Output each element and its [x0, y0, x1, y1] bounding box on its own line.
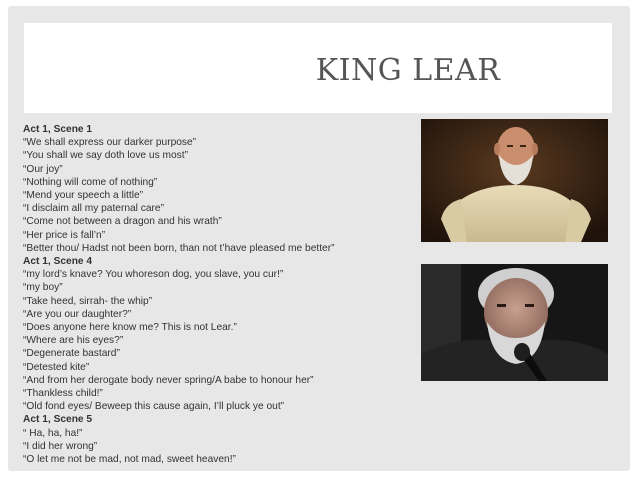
lear-photo-microphone-art — [421, 264, 608, 381]
quote-line: “We shall express our darker purpose” — [23, 137, 197, 149]
quote-line: “Where are his eyes?” — [23, 335, 124, 347]
lear-photo-beige-shirt-art — [421, 119, 608, 242]
act-heading: Act 1, Scene 4 — [23, 256, 93, 268]
quote-line: “Nothing will come of nothing” — [23, 176, 158, 188]
quote-line: “Does anyone here know me? This is not Lear.” — [23, 322, 237, 334]
lear-photo-microphone — [421, 264, 608, 381]
slide-title-text: KING LEAR — [315, 53, 501, 88]
quote-line: “Mend your speech a little” — [23, 190, 144, 202]
quote-line: “my lord’s knave? You whoreson dog, you slave, you cur!” — [23, 269, 284, 281]
quote-list — [23, 123, 433, 466]
act-heading: Act 1, Scene 1 — [23, 124, 93, 135]
quote-line: “Her price is fall’n” — [23, 229, 106, 241]
quote-line: “O let me not be mad, not mad, sweet heaven!” — [23, 454, 236, 466]
quote-line: “Take heed, sirrah- the whip” — [23, 295, 153, 307]
quote-line: “You shall we say doth love us most” — [23, 150, 188, 162]
quote-line: “I disclaim all my paternal care” — [23, 203, 164, 215]
quote-line: “And from her derogate body never spring/A babe to honour her” — [23, 374, 314, 386]
quote-line: “Thankless child!” — [23, 388, 103, 400]
quote-line: “my boy” — [23, 282, 63, 294]
quote-line: “Come not between a dragon and his wrath” — [23, 216, 222, 228]
quote-line: “Old fond eyes/ Beweep this cause again, I’ll pluck ye out” — [23, 401, 285, 413]
quote-line: “Our joy” — [23, 163, 63, 175]
quote-line: “Degenerate bastard” — [23, 348, 120, 360]
quote-line: “I did her wrong” — [23, 440, 98, 452]
lear-photo-beige-shirt — [421, 119, 608, 242]
quote-line: “Detested kite” — [23, 361, 90, 373]
act-heading: Act 1, Scene 5 — [23, 414, 93, 426]
title-box — [24, 23, 612, 113]
slide-title — [24, 53, 612, 88]
quote-line: “Better thou/ Hadst not been born, than not t’have pleased me better” — [23, 242, 335, 254]
quote-line: “Are you our daughter?” — [23, 308, 132, 320]
quote-line: “ Ha, ha, ha!” — [23, 427, 83, 439]
